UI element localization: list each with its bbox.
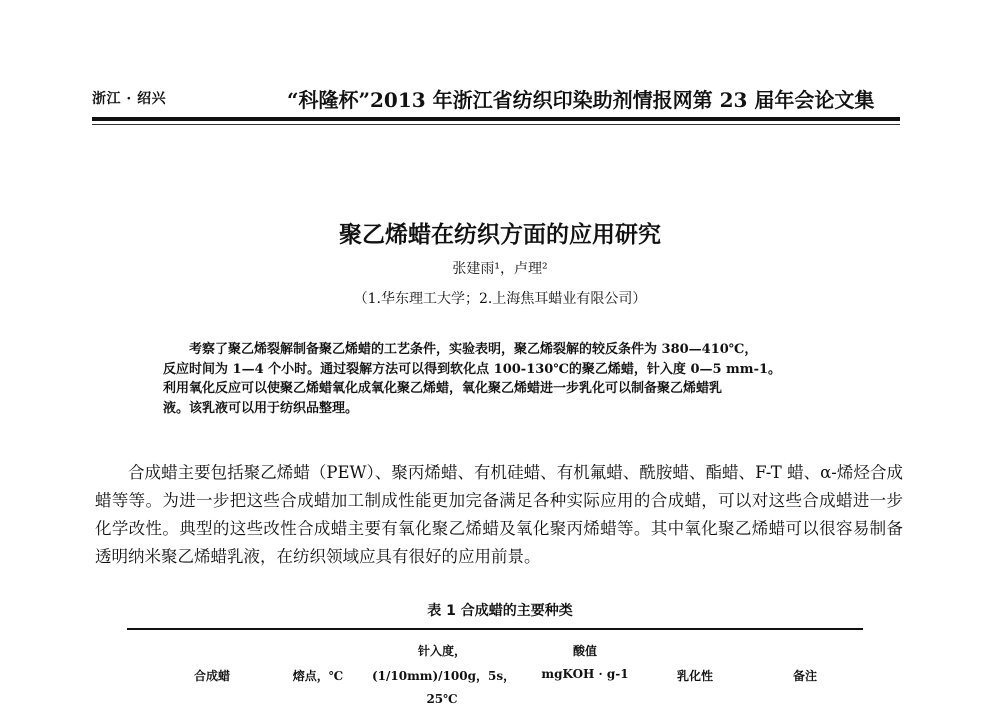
table-header-remarks: 备注	[792, 669, 817, 683]
table-header-penetration-line2: (1/10mm)/100g，5s，	[372, 669, 516, 683]
body-text	[95, 459, 903, 571]
table-header-wax: 合成蜡	[193, 669, 230, 683]
table-header-emulsifiable: 乳化性	[676, 669, 713, 683]
header-rule-thin	[92, 124, 900, 125]
abstract	[163, 340, 835, 418]
header-rule-thick	[92, 117, 900, 121]
proceedings-title: “科隆杯”2013 年浙江省纺织印染助剂情报网第 23 届年会论文集	[287, 88, 875, 112]
abstract-line: 利用氧化反应可以使聚乙烯蜡氧化成氧化聚乙烯蜡，氧化聚乙烯蜡进一步乳化可以制备聚乙烯蜡乳	[163, 381, 723, 396]
table-header-acid-line2: mgKOH · g-1	[541, 667, 629, 681]
abstract-line: 考察了聚乙烯裂解制备聚乙烯蜡的工艺条件，实验表明，聚乙烯裂解的较反条件为 380—410℃，	[189, 342, 758, 357]
abstract-line: 液。该乳液可以用于纺织品整理。	[163, 400, 359, 416]
article-affiliations: （1.华东理工大学；2.上海焦耳蜡业有限公司）	[353, 291, 647, 307]
table-top-rule	[127, 628, 863, 630]
table-header-melting-point: 熔点，℃	[292, 669, 344, 683]
abstract-line: 反应时间为 1—4 个小时。通过裂解方法可以得到软化点 100-130℃的聚乙烯蜡，针入度 0—5 mm-1。	[163, 361, 782, 377]
table-header-penetration-line3: 25℃	[426, 692, 458, 706]
article-authors: 张建雨¹，卢理²	[452, 261, 548, 277]
article-title: 聚乙烯蜡在纺织方面的应用研究	[339, 222, 661, 248]
table-header-penetration-line1: 针入度，	[417, 644, 466, 658]
table-caption: 表 1 合成蜡的主要种类	[427, 603, 573, 619]
header-location: 浙江 · 绍兴	[92, 91, 167, 107]
body-paragraph: 合成蜡主要包括聚乙烯蜡（PEW）、聚丙烯蜡、有机硅蜡、有机氟蜡、酰胺蜡、酯蜡、F-T 蜡、α-烯烃合成蜡等等。为进一步把这些合成蜡加工制成性能更加完备满足各种实际应用的合成蜡，可以对这些合成蜡进一步化学改性。典型的这些改性合成蜡主要有氧化聚乙烯蜡及氧化聚丙烯蜡等。其中氧化聚乙烯蜡可以很容易制备透明纳米聚乙烯蜡乳液，在纺织领域应具有很好的应用前景。	[95, 463, 903, 566]
table-header-acid-line1: 酸值	[572, 644, 597, 658]
